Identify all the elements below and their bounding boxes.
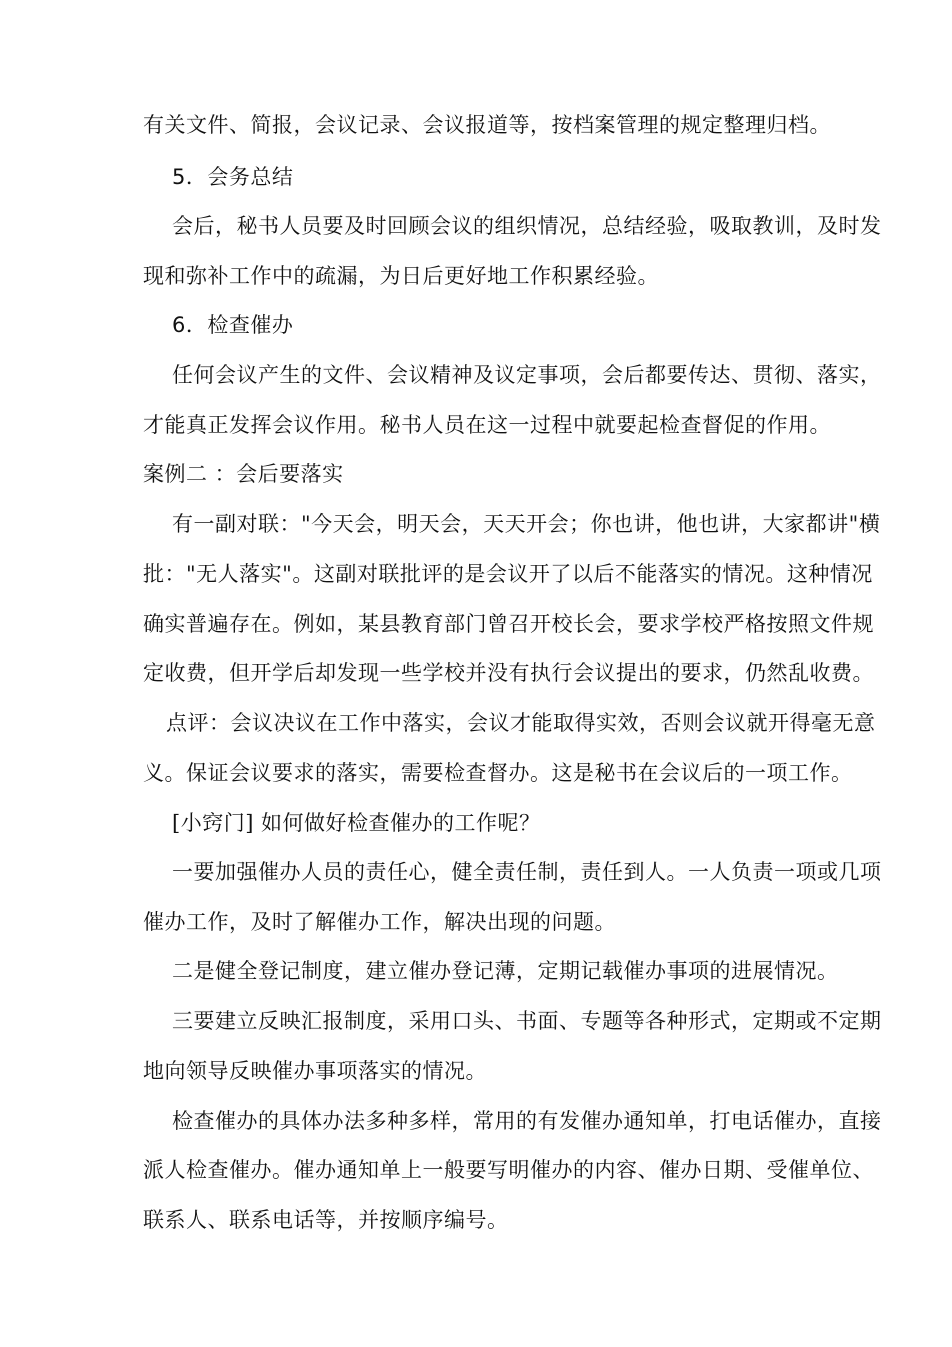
section-heading: 6．检查催办 — [172, 313, 294, 337]
paragraph-line: 一要加强催办人员的责任心，健全责任制，责任到人。一人负责一项或几项 — [172, 860, 882, 884]
paragraph-line: 有关文件、简报，会议记录、会议报道等，按档案管理的规定整理归档。 — [143, 113, 831, 137]
paragraph-line: 二是健全登记制度，建立催办登记薄，定期记载催办事项的进展情况。 — [172, 959, 839, 983]
paragraph-line: 联系人、联系电话等，并按顺序编号。 — [143, 1208, 509, 1232]
paragraph-line: 三要建立反映汇报制度，采用口头、书面、专题等各种形式，定期或不定期 — [172, 1009, 882, 1033]
paragraph-line: 催办工作，及时了解催办工作，解决出现的问题。 — [143, 910, 616, 934]
paragraph-line: 任何会议产生的文件、会议精神及议定事项，会后都要传达、贯彻、落实， — [172, 363, 882, 387]
paragraph-line: 义。保证会议要求的落实，需要检查督办。这是秘书在会议后的一项工作。 — [143, 761, 853, 785]
paragraph-line: 有一副对联："今天会，明天会，天天开会；你也讲，他也讲，大家都讲"横 — [172, 512, 881, 536]
paragraph-line: 确实普遍存在。例如，某县教育部门曾召开校长会，要求学校严格按照文件规 — [143, 612, 874, 636]
paragraph-line: 批："无人落实"。这副对联批评的是会议开了以后不能落实的情况。这种情况 — [143, 562, 873, 586]
paragraph-line: 检查催办的具体办法多种多样，常用的有发催办通知单，打电话催办，直接 — [172, 1109, 882, 1133]
case-heading: 案例二 ：会后要落实 — [143, 462, 344, 486]
tip-heading: [小窍门] 如何做好检查催办的工作呢？ — [172, 811, 541, 835]
paragraph-line: 定收费，但开学后却发现一些学校并没有执行会议提出的要求，仍然乱收费。 — [143, 661, 874, 685]
paragraph-line: 才能真正发挥会议作用。秘书人员在这一过程中就要起检查督促的作用。 — [143, 413, 831, 437]
paragraph-line: 派人检查催办。催办通知单上一般要写明催办的内容、催办日期、受催单位、 — [143, 1158, 874, 1182]
section-heading: 5．会务总结 — [172, 165, 294, 189]
paragraph-line: 现和弥补工作中的疏漏，为日后更好地工作积累经验。 — [143, 264, 659, 288]
paragraph-line: 地向领导反映催办事项落实的情况。 — [143, 1059, 487, 1083]
comment-line: 点评：会议决议在工作中落实，会议才能取得实效，否则会议就开得毫无意 — [166, 711, 876, 735]
paragraph-line: 会后，秘书人员要及时回顾会议的组织情况，总结经验，吸取教训，及时发 — [172, 214, 882, 238]
